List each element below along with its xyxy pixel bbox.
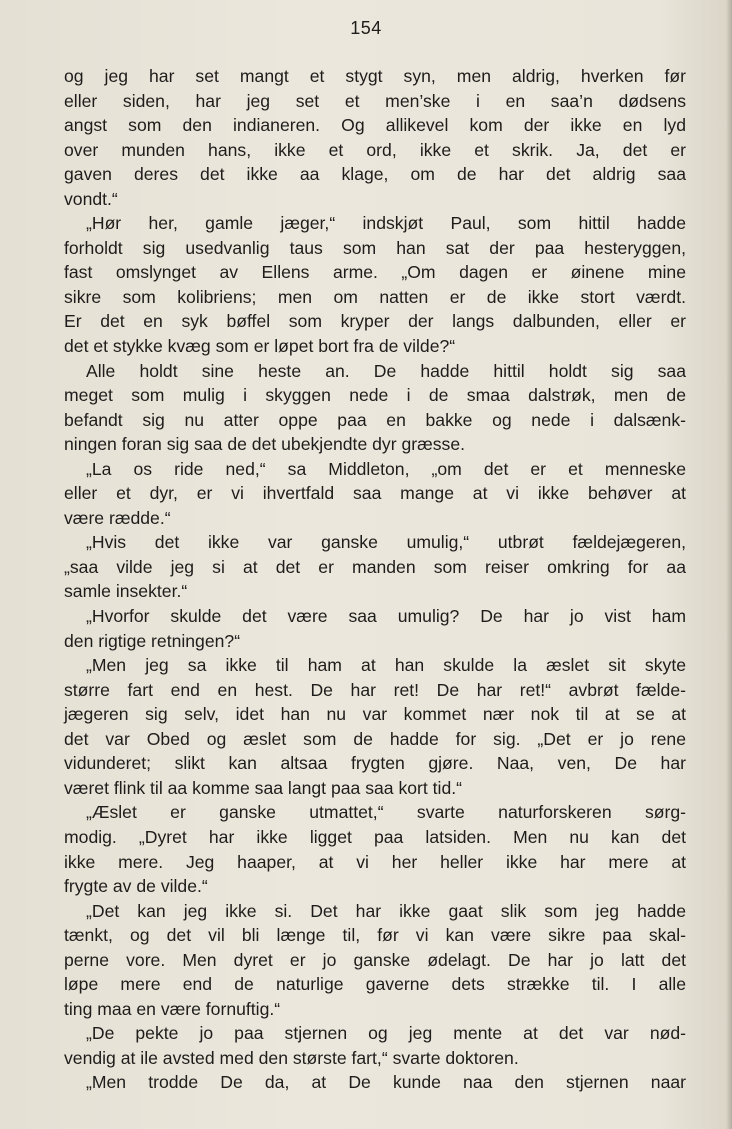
text-line: „saa vilde jeg si at det er manden som reiser omkring for aa [64,556,686,577]
text-line: frygte av de vilde.“ [64,876,208,897]
text-line: eller siden, har jeg set et men’ske i en saa’n dødsens [64,90,686,111]
text-line: eller et dyr, er vi ihvertfald saa mange at vi ikke behøver at [64,483,686,504]
text-line: „Men trodde De da, at De kunde naa den stjernen naar [86,1072,686,1093]
body-text [64,64,686,1095]
text-line: Alle holdt sine heste an. De hadde hittil holdt sig saa [86,360,686,381]
text-line: det et stykke kvæg som er løpet bort fra de vilde?“ [64,336,456,357]
text-line: „Æslet er ganske utmattet,“ svarte naturforskeren sørg- [86,802,686,823]
paragraph [64,530,686,604]
paragraph [64,359,686,457]
text-line: fast omslynget av Ellens arme. „Om dagen er øinene mine [64,262,686,283]
page-edge-shadow [726,0,732,1129]
paragraph [64,1070,686,1095]
text-line: „De pekte jo paa stjernen og jeg mente at det var nød- [86,1023,686,1044]
text-line: forholdt sig usedvanlig taus som han sat der paa hesteryggen, [64,237,686,258]
paragraph [64,653,686,800]
paragraph [64,457,686,531]
paragraph [64,800,686,898]
paragraph [64,211,686,358]
text-line: „Hør her, gamle jæger,“ indskjøt Paul, som hittil hadde [86,213,686,234]
page-number: 154 [350,18,382,38]
text-line: Er det en syk bøffel som kryper der langs dalbunden, eller er [64,311,686,332]
text-line: befandt sig nu atter oppe paa en bakke og nede i dalsænk- [64,409,686,430]
text-line: sikre som kolibriens; men om natten er de ikke stort værdt. [64,286,686,307]
paragraph [64,604,686,653]
text-line: vendig at ile avsted med den største fart,“ svarte doktoren. [64,1047,519,1068]
text-line: „Hvis det ikke var ganske umulig,“ utbrøt fældejægeren, [86,532,686,553]
text-line: vidunderet; slikt kan altsaa frygten gjøre. Naa, ven, De har [64,753,686,774]
text-line: „Men jeg sa ikke til ham at han skulde la æslet sit skyte [86,655,686,676]
text-line: „Hvorfor skulde det være saa umulig? De har jo vist ham [86,606,686,627]
text-line: ting maa en være fornuftig.“ [64,998,281,1019]
text-line: gaven deres det ikke aa klage, om de har det aldrig saa [64,164,686,185]
text-line: ningen foran sig saa de det ubekjendte dyr græsse. [64,434,466,455]
text-line: angst som den indianeren. Og allikevel kom der ikke en lyd [64,115,686,136]
paragraph [64,64,686,211]
text-line: jægeren sig selv, idet han nu var kommet nær nok til at se at [64,704,686,725]
paragraph [64,899,686,1022]
text-line: tænkt, og det vil bli længe til, før vi kan være sikre paa skal- [64,925,686,946]
text-line: være rædde.“ [64,507,171,528]
text-line: samle insekter.“ [64,581,188,602]
text-line: „La os ride ned,“ sa Middleton, „om det er et menneske [86,458,686,479]
text-line: den rigtige retningen?“ [64,630,241,651]
text-line: over munden hans, ikke et ord, ikke et skrik. Ja, det er [64,139,686,160]
text-line: vondt.“ [64,188,118,209]
text-line: det var Obed og æslet som de hadde for sig. „Det er jo rene [64,728,686,749]
text-line: og jeg har set mangt et stygt syn, men aldrig, hverken før [64,66,686,86]
text-line: løpe mere end de naturlige gaverne dets strække til. I alle [64,974,686,995]
text-line: modig. „Dyret har ikke ligget paa latsiden. Men nu kan det [64,826,686,847]
text-line: været flink til aa komme saa langt paa saa kort tid.“ [64,777,462,798]
text-line: „Det kan jeg ikke si. Det har ikke gaat slik som jeg hadde [86,900,686,921]
text-line: perne vore. Men dyret er jo ganske ødelagt. De har jo latt det [64,949,686,970]
text-line: meget som mulig i skyggen nede i de smaa dalstrøk, men de [64,385,686,406]
text-line: ikke mere. Jeg haaper, at vi her heller ikke har mere at [64,851,686,872]
paragraph [64,1021,686,1070]
text-line: større fart end en hest. De har ret! De har ret!“ avbrøt fælde- [64,679,686,700]
